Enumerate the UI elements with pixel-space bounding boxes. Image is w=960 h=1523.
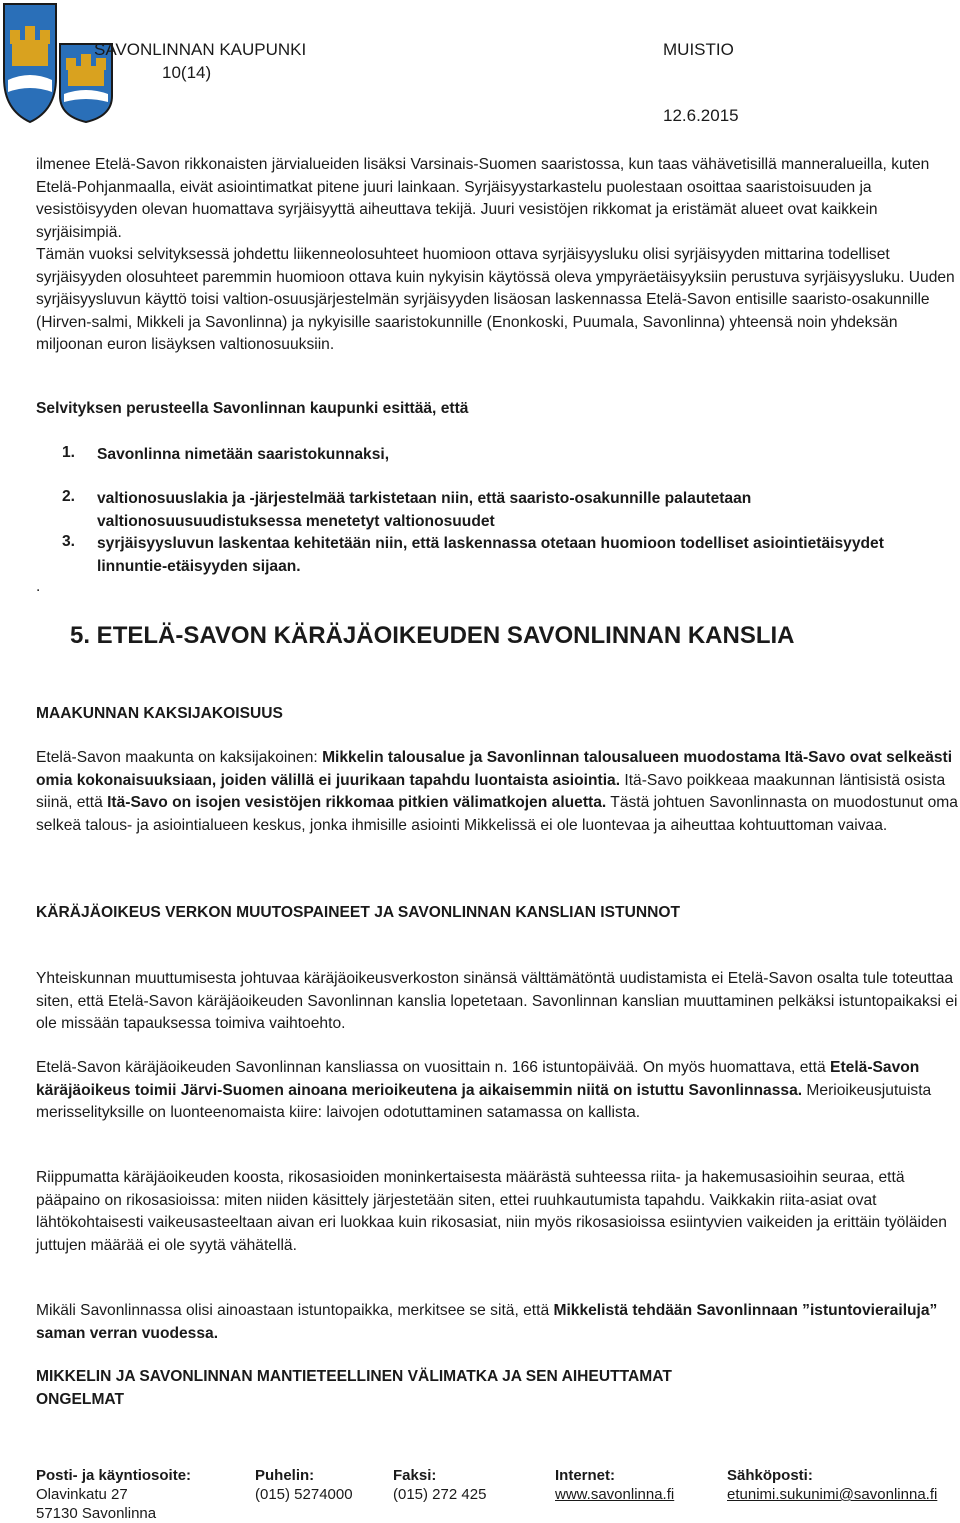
footer-address-label: Posti- ja käyntiosoite: bbox=[36, 1467, 192, 1484]
footer-address bbox=[36, 1466, 191, 1523]
section-title: 5. ETELÄ-SAVON KÄRÄJÄOIKEUDEN SAVONLINNAN KANSLIA bbox=[70, 622, 795, 649]
paragraph-maakunta bbox=[36, 747, 958, 837]
proposal-number-1: 1. bbox=[62, 444, 76, 461]
footer-internet bbox=[555, 1466, 674, 1504]
organization-name: SAVONLINNAN KAUPUNKI bbox=[94, 40, 307, 59]
proposal-intro: Selvityksen perusteella Savonlinnan kaupunki esittää, että bbox=[36, 400, 469, 417]
text-segment: Mikäli Savonlinnassa olisi ainoastaan istuntopaikka, merkitsee se sitä, että bbox=[36, 1302, 554, 1319]
bold-segment: Mikkelin talousalue ja Savonlinnan talousalueen muodostama Itä-Savo ovat selkeästi omia kokonaisuuksiaan, joiden välillä ei juurikaan tapahdu luontaista asiointia. bbox=[36, 749, 953, 789]
city-crest-logo bbox=[0, 0, 60, 126]
paragraph-part-a: ilmenee Etelä-Savon rikkonaisten järvialueiden lisäksi Varsinais-Suomen saaristossa, kun taas vähävetisillä manneralueilla, kuten Etelä-Pohjanmaalla, eivät asiointimatkat pitene juuri lainkaan. Syrjäisyystarkastelu puolestaan osoittaa saaristoisuuden ja vesistöisyyden olevan huomattava syrjäisyyttä aiheuttava tekijä. Juuri vesistöjen rikkomat ja eristämät alueet ovat kaikkein syrjäisimpiä. bbox=[36, 156, 930, 241]
footer-email-label: Sähköposti: bbox=[727, 1467, 813, 1484]
footer-fax-value: (015) 272 425 bbox=[393, 1486, 487, 1503]
text-segment: Itä-Savo poikkeaa maakunnan läntisistä osista siinä, että bbox=[36, 771, 946, 811]
footer-phone-value: (015) 5274000 bbox=[255, 1486, 353, 1503]
text-segment: Etelä-Savon maakunta on kaksijakoinen: bbox=[36, 749, 323, 766]
stray-dot: . bbox=[36, 578, 41, 595]
subheading-maakunta: MAAKUNNAN KAKSIJAKOISUUS bbox=[36, 705, 283, 722]
footer-phone-label: Puhelin: bbox=[255, 1467, 315, 1484]
document-type: MUISTIO bbox=[663, 40, 734, 59]
text-segment: Tästä johtuen Savonlinnasta on muodostunut oma selkeä talous- ja asiointialueen keskus, jonka ihmisille asiointi Mikkelissä ei ole luontevaa ja aiheuttaa kohtuuttoman vaivaa. bbox=[36, 794, 958, 834]
footer-fax-label: Faksi: bbox=[393, 1467, 437, 1484]
text-segment: Merioikeusjutuista merisselityksille on luonteenomaista kiire: laivojen odotuttaminen satamassa on kallista. bbox=[36, 1081, 932, 1121]
subheading-valimatka: MIKKELIN JA SAVONLINNAN MANTIETEELLINEN VÄLIMATKA JA SEN AIHEUTTAMAT ONGELMAT bbox=[36, 1368, 672, 1408]
paragraph-karajaoikeus-4 bbox=[36, 1300, 958, 1345]
paragraph-karajaoikeus-1: Yhteiskunnan muuttumisesta johtuvaa käräjäoikeusverkoston sinänsä välttämätöntä uudistamista ei Etelä-Savon osalta tule toteuttaa siten, että Etelä-Savon käräjäoikeuden Savonlinnan kanslia lopetetaan. Savonlinnan kanslian muuttaminen pelkäksi istuntopaikaksi ei ole missään tapauksessa toimiva vaihtoehto. bbox=[36, 970, 958, 1032]
footer-phone bbox=[255, 1466, 353, 1504]
paragraph-karajaoikeus-2 bbox=[36, 1057, 958, 1125]
paragraph-karajaoikeus-3: Riippumatta käräjäoikeuden koosta, rikosasioiden moninkertaisesta määrästä suhteessa riita- ja hakemusasioihin seuraa, että pääpaino on rikosasioissa: miten niiden käsittely järjestetään siten, ettei ruuhkautumista tapahdu. Vaikkakin riita-asiat ovat lähtökohtaisesti vaikeusasteeltaan aivan eri luokkaa kuin rikosasiat, niin myös rikosasioissa esiintyvien vaikeiden ja erittäin työläiden juttujen määrää ei ole syytä vähätellä. bbox=[36, 1169, 947, 1254]
proposal-number-2: 2. bbox=[62, 488, 76, 505]
proposal-text-1: Savonlinna nimetään saaristokunnaksi, bbox=[97, 446, 390, 463]
footer-address-line1: Olavinkatu 27 bbox=[36, 1486, 128, 1503]
footer-address-line2: 57130 Savonlinna bbox=[36, 1505, 157, 1522]
page-number: 10(14) bbox=[162, 63, 212, 82]
proposal-text-3: syrjäisyysluvun laskentaa kehitetään niin, että laskennassa otetaan huomioon todelliset asiointietäisyydet linnuntie-etäisyyden sijaan. bbox=[97, 535, 884, 575]
subheading-karajaoikeus: KÄRÄJÄOIKEUS VERKON MUUTOSPAINEET JA SAVONLINNAN KANSLIAN ISTUNNOT bbox=[36, 904, 681, 921]
bold-segment: Mikkelistä tehdään Savonlinnaan ”istuntovierailuja” saman verran vuodessa. bbox=[36, 1302, 938, 1342]
footer-email-link[interactable]: etunimi.sukunimi@savonlinna.fi bbox=[727, 1486, 938, 1503]
footer-fax bbox=[393, 1466, 486, 1504]
footer-email bbox=[727, 1466, 937, 1504]
document-date: 12.6.2015 bbox=[663, 106, 739, 125]
proposal-text-2: valtionosuuslakia ja -järjestelmää tarkistetaan niin, että saaristo-osakunnille palautetaan valtionosuusuudistuksessa menetetyt valtionosuudet bbox=[97, 490, 752, 530]
bold-segment: Itä-Savo on isojen vesistöjen rikkomaa pitkien välimatkojen aluetta. bbox=[107, 794, 607, 811]
text-segment: Etelä-Savon käräjäoikeuden Savonlinnan kansliassa on vuosittain n. 166 istuntopäivää. On myös huomattava, että bbox=[36, 1059, 831, 1076]
paragraph-accessibility bbox=[36, 154, 958, 357]
paragraph-part-b: Tämän vuoksi selvityksessä johdettu liikenneolosuhteet huomioon ottava syrjäisyysluku olisi syrjäisyyden mittarina todelliset syrjäisyyden olosuhteet paremmin huomioon ottava kuin nykyisin käytössä oleva ympyräetäisyyksiin perustuva syrjäisyysluku. Uuden syrjäisyysluvun käyttö toisi valtion-osuusjärjestelmän syrjäisyyden lisäosan laskennassa Etelä-Savon entisille saaristo-osakunnille (Hirven-salmi, Mikkeli ja Savonlinna) ja nykyisille saaristokunnille (Enonkoski, Puumala, Savonlinna) yhteensä noin yhdeksän miljoonan euron lisäyksen valtionosuuksiin. bbox=[36, 246, 955, 353]
proposal-number-3: 3. bbox=[62, 533, 76, 550]
bold-segment: Etelä-Savon käräjäoikeus toimii Järvi-Suomen ainoana merioikeutena ja aikaisemmin niitä on istuttu Savonlinnassa. bbox=[36, 1059, 920, 1099]
footer-internet-link[interactable]: www.savonlinna.fi bbox=[555, 1486, 675, 1503]
footer-internet-label: Internet: bbox=[555, 1467, 615, 1484]
